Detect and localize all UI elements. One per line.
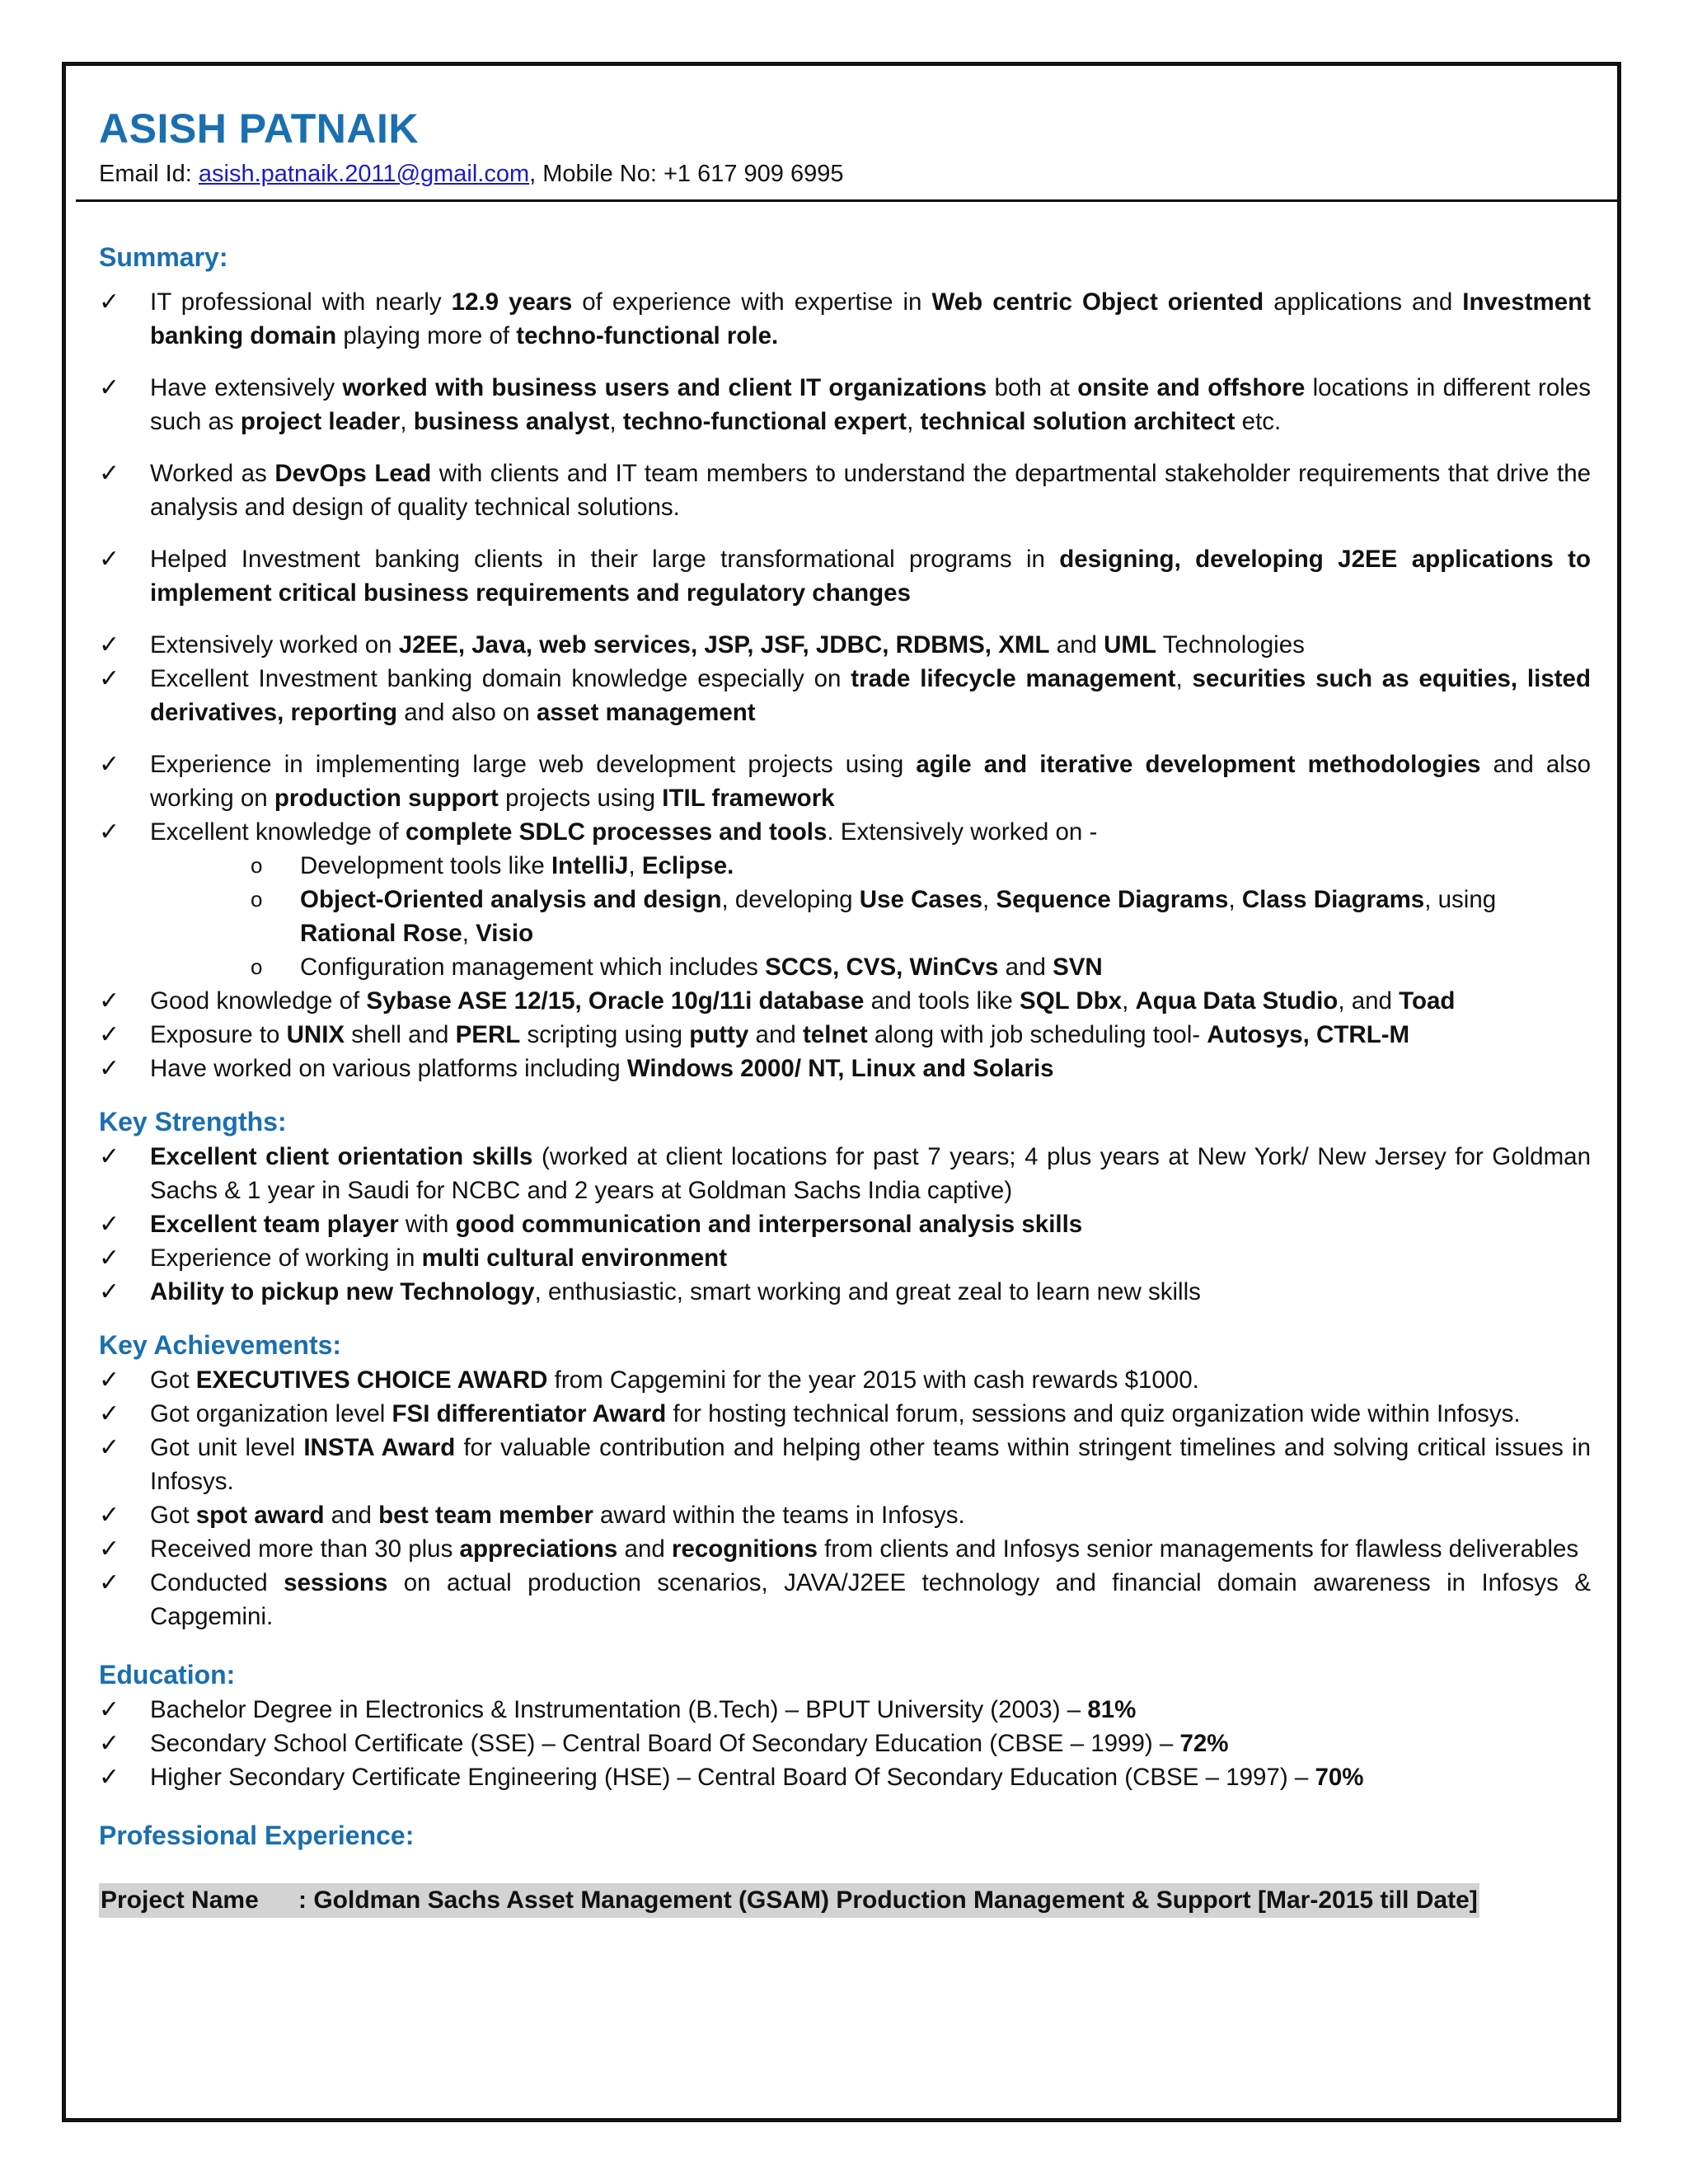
project-row — [99, 1883, 1591, 1918]
text-run: and — [324, 1502, 379, 1529]
bold-text: agile and iterative development methodologies — [916, 751, 1481, 778]
text-run: Secondary School Certificate (SSE) – Central Board Of Secondary Education (CBSE – 1999) – — [150, 1730, 1180, 1757]
text-run: Got — [150, 1502, 196, 1529]
bold-text: multi cultural environment — [421, 1244, 728, 1272]
bold-text: 12.9 years — [451, 288, 573, 316]
bold-text: sessions — [284, 1569, 388, 1596]
circle-bullet-icon: o — [251, 954, 263, 979]
strengths-list — [99, 1140, 1591, 1309]
list-item — [99, 457, 1591, 524]
bold-text: Class Diagrams — [1241, 886, 1425, 913]
resume-body — [99, 239, 1591, 1918]
list-item — [99, 1532, 1591, 1566]
bold-text: Object-Oriented analysis and design — [300, 886, 722, 913]
bold-text: best team member — [378, 1502, 593, 1529]
checkmark-icon: ✓ — [99, 1366, 120, 1394]
checkmark-icon: ✓ — [99, 1278, 120, 1305]
checkmark-icon: ✓ — [99, 288, 120, 316]
text-run: with — [398, 1211, 456, 1238]
text-run: Configuration management which includes — [300, 954, 766, 981]
text-run: and — [617, 1535, 672, 1563]
bold-text: designing, developing J2EE applications to implement critical business requirements and regulatory changes — [150, 546, 1592, 607]
checkmark-icon: ✓ — [99, 751, 120, 778]
bold-text: FSI differentiator Award — [392, 1400, 667, 1427]
list-item — [99, 1207, 1591, 1241]
bold-text: Excellent team player — [150, 1211, 399, 1238]
bold-text: UML — [1104, 631, 1156, 658]
email-link[interactable]: asish.patnaik.2011@gmail.com — [198, 161, 530, 187]
bold-text: project leader — [240, 408, 401, 435]
text-run: Got unit level — [150, 1434, 304, 1461]
text-run: , developing — [721, 886, 860, 913]
list-item — [99, 1275, 1591, 1309]
text-run: IT professional with nearly — [150, 288, 452, 316]
bold-text: UNIX — [286, 1021, 345, 1048]
checkmark-icon: ✓ — [99, 1211, 120, 1238]
sub-list-item — [150, 849, 1591, 883]
sub-list-item — [150, 883, 1591, 950]
text-run: , — [462, 920, 476, 947]
checkmark-icon: ✓ — [99, 460, 120, 487]
bold-text: SQL Dbx — [1020, 987, 1123, 1015]
text-run: scripting using — [520, 1021, 690, 1048]
text-run: Helped Investment banking clients in their large transformational programs in — [150, 546, 1060, 573]
circle-bullet-icon: o — [251, 853, 263, 878]
bold-text: techno-functional role. — [516, 322, 779, 349]
bold-text: Windows 2000/ NT, Linux and Solaris — [626, 1055, 1054, 1082]
checkmark-icon: ✓ — [99, 1434, 120, 1461]
bold-text: INSTA Award — [303, 1434, 456, 1461]
text-run: , — [400, 408, 414, 435]
text-run: and also on — [397, 699, 537, 726]
bold-text: business analyst — [413, 408, 610, 435]
text-run: playing more of — [336, 322, 517, 349]
text-run: Higher Secondary Certificate Engineering (HSE) – Central Board Of Secondary Education (CBSE – 1997) – — [150, 1764, 1315, 1791]
bold-text: Aqua Data Studio — [1135, 987, 1339, 1015]
bold-text: EXECUTIVES CHOICE AWARD — [195, 1366, 548, 1394]
summary-heading: Summary: — [99, 242, 228, 272]
strengths-heading: Key Strengths: — [99, 1107, 287, 1137]
text-run: , using — [1424, 886, 1497, 913]
text-run: Experience in implementing large web development projects using — [150, 751, 917, 778]
list-item — [99, 1431, 1591, 1498]
list-item — [99, 1760, 1591, 1794]
sub-list-item — [150, 950, 1591, 984]
list-item — [99, 1018, 1591, 1052]
checkmark-icon: ✓ — [99, 631, 120, 658]
checkmark-icon: ✓ — [99, 1244, 120, 1272]
circle-bullet-icon: o — [251, 887, 263, 912]
text-run: , — [907, 408, 921, 435]
text-run: (worked at client locations for past 7 years; 4 plus years at New York/ New Jersey for Goldman Sachs & 1 year in Saudi for NCBC and 2 years at Goldman Sachs India captive) — [150, 1143, 1591, 1204]
education-list — [99, 1693, 1591, 1794]
project-name-label: Project Name — [101, 1886, 259, 1914]
bold-text: Eclipse. — [641, 852, 734, 879]
list-item — [99, 662, 1591, 729]
sdlc-sublist — [150, 849, 1591, 984]
list-item — [99, 1727, 1591, 1760]
list-item — [99, 1363, 1591, 1397]
text-run: Development tools like — [300, 852, 551, 879]
text-run: , — [1175, 665, 1193, 692]
text-run: , — [628, 852, 642, 879]
experience-heading: Professional Experience: — [99, 1821, 415, 1850]
checkmark-icon: ✓ — [99, 1055, 120, 1082]
bold-text: DevOps Lead — [274, 460, 432, 487]
list-item — [99, 1498, 1591, 1532]
bold-text: telnet — [802, 1021, 868, 1048]
bold-text: 81% — [1087, 1696, 1137, 1723]
candidate-name: ASISH PATNAIK — [99, 105, 419, 152]
text-run: Technologies — [1156, 631, 1305, 658]
text-run: and — [1049, 631, 1104, 658]
list-item — [99, 815, 1591, 984]
checkmark-icon: ✓ — [99, 1143, 120, 1170]
bold-text: Autosys, CTRL-M — [1207, 1021, 1410, 1048]
bold-text: securities such as equities, listed derivatives, reporting — [150, 665, 1591, 726]
bold-text: putty — [689, 1021, 749, 1048]
bold-text: Toad — [1399, 987, 1456, 1015]
achievements-list — [99, 1363, 1591, 1633]
text-run: Have worked on various platforms including — [150, 1055, 627, 1082]
bold-text: appreciations — [459, 1535, 618, 1563]
checkmark-icon: ✓ — [99, 1502, 120, 1529]
bold-text: Visio — [476, 920, 534, 947]
text-run: award within the teams in Infosys. — [593, 1502, 965, 1529]
bold-text: worked with business users and client IT organizations — [342, 374, 987, 401]
text-run: on actual production scenarios, JAVA/J2EE technology and financial domain awareness in Infosys & Capgemini. — [150, 1569, 1592, 1630]
header-divider — [76, 199, 1617, 202]
text-run: along with job scheduling tool- — [867, 1021, 1207, 1048]
text-run: , enthusiastic, smart working and great zeal to learn new skills — [534, 1278, 1201, 1305]
bold-text: Sequence Diagrams — [996, 886, 1229, 913]
text-run: and also working on — [150, 751, 1591, 812]
text-run: shell and — [345, 1021, 456, 1048]
text-run: Extensively worked on — [150, 631, 399, 658]
text-run: Excellent Investment banking domain knowledge especially on — [150, 665, 851, 692]
checkmark-icon: ✓ — [99, 1400, 120, 1427]
bold-text: 72% — [1179, 1730, 1229, 1757]
bold-text: spot award — [195, 1502, 325, 1529]
text-run: with clients and IT team members to understand the departmental stakeholder requirements that drive the analysis and design of quality technical solutions. — [150, 460, 1592, 521]
text-run: etc. — [1235, 408, 1282, 435]
text-run: , — [609, 408, 623, 435]
text-run: . Extensively worked on - — [827, 818, 1098, 846]
resume-header — [99, 103, 1615, 190]
checkmark-icon: ✓ — [99, 1535, 120, 1563]
checkmark-icon: ✓ — [99, 1696, 120, 1723]
checkmark-icon: ✓ — [99, 1021, 120, 1048]
bold-text: good communication and interpersonal analysis skills — [455, 1211, 1083, 1238]
list-item — [99, 1397, 1591, 1431]
bold-text: Investment banking domain — [150, 288, 1592, 349]
text-run: applications and — [1264, 288, 1463, 316]
text-run: of experience with expertise in — [572, 288, 932, 316]
text-run: , — [1228, 886, 1242, 913]
checkmark-icon: ✓ — [99, 1730, 120, 1757]
bold-text: Ability to pickup new Technology — [150, 1278, 535, 1305]
contact-line — [99, 157, 1615, 190]
achievements-heading: Key Achievements: — [99, 1330, 342, 1360]
text-run: Experience of working in — [150, 1244, 422, 1272]
bold-text: techno-functional expert — [622, 408, 907, 435]
bold-text: ITIL framework — [662, 785, 835, 812]
bold-text: complete SDLC processes and tools — [405, 818, 828, 846]
text-run: both at — [987, 374, 1078, 401]
bold-text: Web centric Object oriented — [931, 288, 1264, 316]
text-run: Worked as — [150, 460, 275, 487]
text-run: Have extensively — [150, 374, 343, 401]
text-run: for valuable contribution and helping other teams within stringent timelines and solving critical issues in Infosys. — [150, 1434, 1591, 1495]
checkmark-icon: ✓ — [99, 987, 120, 1015]
text-run: , — [982, 886, 996, 913]
text-run: for hosting technical forum, sessions and quiz organization wide within Infosys. — [666, 1400, 1521, 1427]
text-run: Got organization level — [150, 1400, 392, 1427]
bold-text: onsite and offshore — [1077, 374, 1306, 401]
list-item — [99, 628, 1591, 662]
bold-text: Excellent client orientation skills — [150, 1143, 533, 1170]
list-item — [99, 1693, 1591, 1727]
list-item — [99, 1052, 1591, 1085]
bold-text: recognitions — [671, 1535, 818, 1563]
text-run: projects using — [498, 785, 663, 812]
bold-text: trade lifecycle management — [851, 665, 1176, 692]
checkmark-icon: ✓ — [99, 1569, 120, 1596]
text-run: and tools like — [864, 987, 1020, 1015]
bold-text: PERL — [455, 1021, 521, 1048]
checkmark-icon: ✓ — [99, 546, 120, 573]
list-item — [99, 984, 1591, 1018]
bold-text: Sybase ASE 12/15, Oracle 10g/11i database — [366, 987, 865, 1015]
list-item — [99, 542, 1591, 610]
bold-text: 70% — [1315, 1764, 1364, 1791]
text-run: , — [1122, 987, 1136, 1015]
bold-text: IntelliJ — [551, 852, 629, 879]
bold-text: SVN — [1053, 954, 1103, 981]
text-run: Good knowledge of — [150, 987, 367, 1015]
project-name-bar — [99, 1883, 1479, 1918]
text-run: and — [748, 1021, 803, 1048]
checkmark-icon: ✓ — [99, 1764, 120, 1791]
list-item — [99, 1241, 1591, 1275]
text-run: Bachelor Degree in Electronics & Instrumentation (B.Tech) – BPUT University (2003) – — [150, 1696, 1088, 1723]
text-run: from Capgemini for the year 2015 with cash rewards $1000. — [547, 1366, 1199, 1394]
project-name-value: : Goldman Sachs Asset Management (GSAM) Production Management & Support [Mar-2015 till Date] — [298, 1886, 1478, 1914]
list-item — [99, 285, 1591, 353]
list-item — [99, 748, 1591, 815]
bold-text: SCCS, CVS, WinCvs — [765, 954, 999, 981]
text-run: Excellent knowledge of — [150, 818, 406, 846]
checkmark-icon: ✓ — [99, 374, 120, 401]
list-item — [99, 1566, 1591, 1633]
bold-text: technical solution architect — [920, 408, 1236, 435]
summary-list — [99, 285, 1591, 1085]
mobile-number: , Mobile No: +1 617 909 6995 — [529, 161, 844, 187]
text-run: Exposure to — [150, 1021, 287, 1048]
bold-text: asset management — [536, 699, 756, 726]
education-heading: Education: — [99, 1660, 236, 1690]
checkmark-icon: ✓ — [99, 818, 120, 846]
email-label: Email Id: — [99, 161, 199, 187]
text-run: and — [998, 954, 1053, 981]
bold-text: Rational Rose — [300, 920, 462, 947]
text-run: locations in different roles such as — [150, 374, 1591, 435]
text-run: from clients and Infosys senior managements for flawless deliverables — [817, 1535, 1579, 1563]
bold-text: Use Cases — [859, 886, 983, 913]
bold-text: production support — [274, 785, 499, 812]
text-run: Received more than 30 plus — [150, 1535, 460, 1563]
bold-text: J2EE, Java, web services, JSP, JSF, JDBC, RDBMS, XML — [398, 631, 1050, 658]
list-item — [99, 1140, 1591, 1207]
text-run: , and — [1338, 987, 1400, 1015]
checkmark-icon: ✓ — [99, 665, 120, 692]
text-run: Conducted — [150, 1569, 284, 1596]
list-item — [99, 371, 1591, 438]
text-run: Got — [150, 1366, 196, 1394]
